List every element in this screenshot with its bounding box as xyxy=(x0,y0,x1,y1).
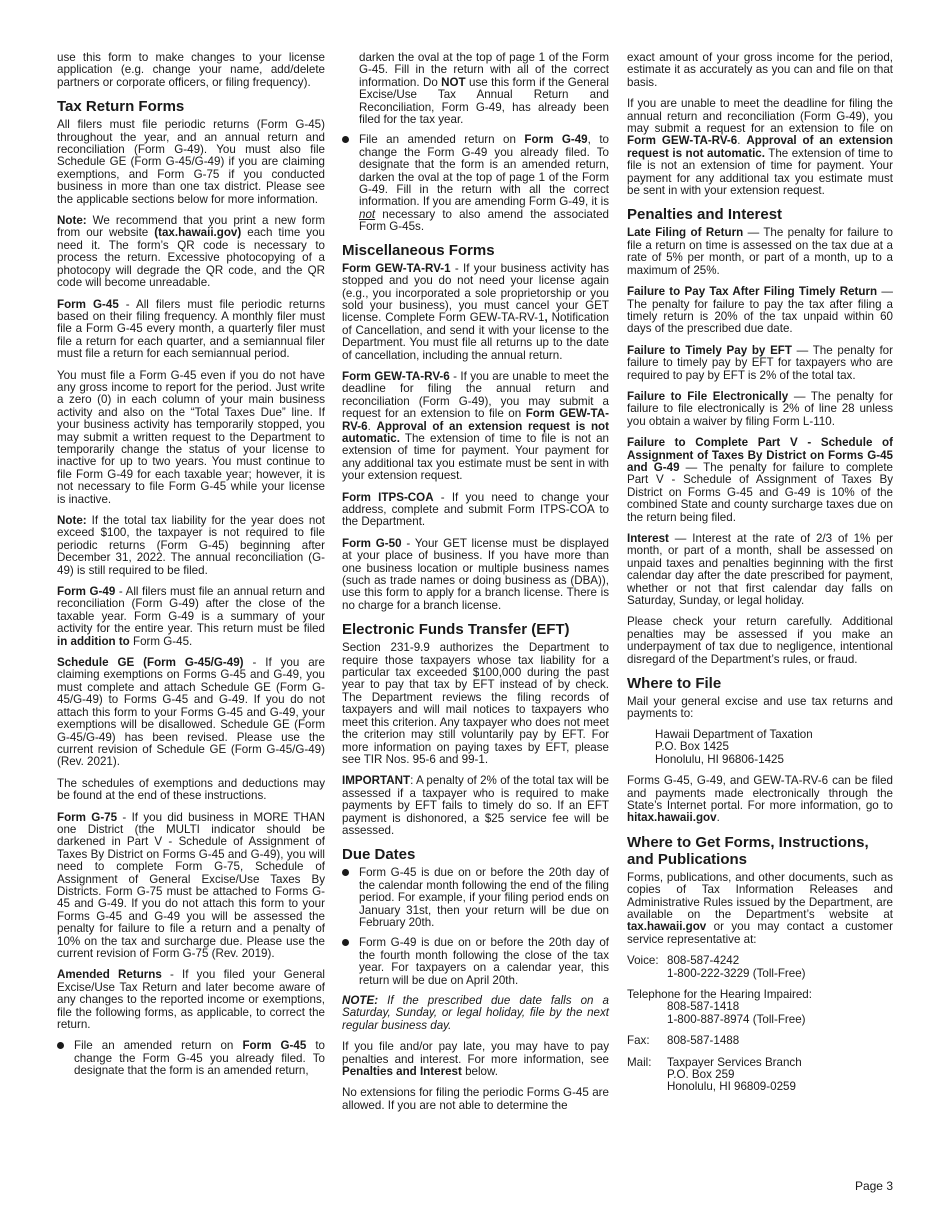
electronic-penalty-paragraph xyxy=(627,391,893,428)
cont-text: darken the oval at the top of page 1 of the Form G-45. Fill in the return with all of the correct information. Do xyxy=(359,51,609,89)
no-extensions-paragraph: No extensions for filing the periodic Forms G-45 are allowed. If you are not able to determine the xyxy=(342,1086,609,1112)
bullet-text: File an amended return on xyxy=(74,1039,243,1053)
schedule-ge-paragraph xyxy=(57,657,325,769)
eft-paragraph: Section 231-9.9 authorizes the Department to require those taxpayers whose tax liability for a particular tax exceeded $100,000 during the past year to pay that tax by EFT instead of by check. The Department reviews the filing records of taxpayers and will mail notices to taxpayers who meet this criterion. Any taxpayer who does not meet the criterion may still voluntarily pay by EFT. For more information on paying taxes by EFT, please see TIR Nos. 95-6 and 99-1. xyxy=(342,641,609,766)
itps-label: Form ITPS-COA xyxy=(342,490,434,504)
eft-penalty-paragraph xyxy=(627,345,893,382)
form-g45-label: Form G-45 xyxy=(57,297,119,311)
bullet-form: Form G-45 xyxy=(242,1039,307,1053)
partv-penalty-paragraph xyxy=(627,437,893,524)
column-1 xyxy=(57,52,325,1086)
efile-paragraph xyxy=(627,775,893,825)
due-text: Form G-49 is due on or before the 20th day of the fourth month following the close of the tax year. For taxpayers on a calendar year, this return will be due on April 20th. xyxy=(359,936,609,987)
g50-paragraph xyxy=(342,538,609,612)
partv-penalty-label: Failure to Complete Part V - Schedule of Assignment of Taxes By District on Forms G-45 and G-49 xyxy=(627,436,893,474)
note-text-2: each time you need it. The form’s QR code is necessary to process the return. Excessive photocopying of a photocopy will degrade the QR code, and the QR code will become unreadable. xyxy=(57,226,325,290)
voice-contact xyxy=(627,955,893,980)
ext-text: If you are unable to meet the deadline for filing the annual return and reconciliation (Form G-49), you may submit a request for an extension to file on xyxy=(627,97,893,136)
important-text: : A penalty of 2% of the total tax will be assessed if a taxpayer who is required to make payments by EFT fails to timely do so. If an EFT payment is dishonored, a $25 service fee will be assessed. xyxy=(342,774,609,837)
ext-approval: Approval of an extension request is not automatic. xyxy=(627,134,893,160)
ext-sep: . xyxy=(737,134,747,148)
tax-website-link[interactable]: tax.hawaii.gov xyxy=(627,920,707,934)
eft-penalty-label: Failure to Timely Pay by EFT xyxy=(627,343,792,357)
bullet-continuation xyxy=(342,52,609,126)
in-addition-text: in addition to xyxy=(57,634,130,648)
electronic-penalty-label: Failure to File Electronically xyxy=(627,389,789,403)
list-item xyxy=(57,1040,325,1077)
rv6-paragraph xyxy=(342,371,609,483)
amended-bullets xyxy=(57,1040,325,1077)
ext-form: Form GEW-TA-RV-6 xyxy=(627,134,738,148)
note-label: Note: xyxy=(57,214,87,228)
schedule-ge-label: Schedule GE (Form G-45/G-49) xyxy=(57,656,244,670)
failure-to-pay-label: Failure to Pay Tax After Filing Timely Return xyxy=(627,285,878,299)
voice-number: 808-587-4242 xyxy=(667,954,740,968)
extension-paragraph xyxy=(627,98,893,197)
column-3 xyxy=(627,52,893,1103)
mail-line: Taxpayer Services Branch xyxy=(667,1055,802,1069)
list-item xyxy=(342,134,609,233)
intro-paragraph: use this form to make changes to your license application (e.g. change your name, add/delete partners or corporate officers, or filing frequency). xyxy=(57,51,325,89)
important-paragraph xyxy=(342,775,609,837)
hitax-link[interactable]: hitax.hawaii.gov xyxy=(627,811,717,825)
due-bullets xyxy=(342,867,609,987)
rv6-label: Form GEW-TA-RV-6 xyxy=(342,369,450,383)
cont-text-2: use this form if the General Excise/Use Tax Annual Return and Reconciliation, Form G-49, has already been filed for the tax year. xyxy=(359,75,609,127)
heading-where-to-file: Where to File xyxy=(627,675,722,693)
interest-paragraph xyxy=(627,533,893,607)
address-line: Honolulu, HI 96806-1425 xyxy=(655,752,784,766)
g50-label: Form G-50 xyxy=(342,536,402,550)
form-g49-label: Form G-49 xyxy=(57,585,116,599)
form-g75-label: Form G-75 xyxy=(57,810,118,824)
bullet-text-2: to change the Form G-45 you already filed. To designate that the form is an amended return, xyxy=(74,1039,325,1078)
schedule-ge-text: - If you are claiming exemptions on Forms G-45 and G-49, you must complete and attach Schedule GE (Form G-45/G-49) to Forms G-45 and G-49. If you do not attach this form to your Forms G-45 and G-49, your exemptions will be disallowed. Schedule GE (Form G-45/G-49) has been revised. Please use the current revision of Schedule GE (Form G-45/G-49) (Rev. 2021). xyxy=(57,656,325,769)
note3-text: If the prescribed due date falls on a Saturday, Sunday, or legal holiday, file by the next regular business day. xyxy=(342,994,609,1032)
interest-text: — Interest at the rate of 2/3 of 1% per month, or part of a month, shall be assessed on unpaid taxes and penalties beginning with the first calendar day after the date prescribed for payment, whether or not that first calendar day falls on Saturday, Sunday, or legal holiday. xyxy=(627,532,893,608)
eft-penalty-text: — The penalty for failure to timely pay by EFT for taxpayers who are required to pay by EFT is 2% of the total tax. xyxy=(627,343,893,382)
continuation-paragraph: exact amount of your gross income for the period, estimate it as accurately as you can and file on that basis. xyxy=(627,51,893,89)
form-g49-text-2: Form G-45. xyxy=(129,634,193,648)
itps-paragraph xyxy=(342,492,609,529)
efile-text: Forms G-45, G-49, and GEW-TA-RV-6 can be filed and payments made electronically through the State’s Internet portal. For more information, go to xyxy=(627,774,893,812)
hearing-contact xyxy=(627,989,893,1026)
voice-tollfree: 1-800-222-3229 (Toll-Free) xyxy=(667,966,806,980)
hearing-number: 808-587-1418 xyxy=(667,1000,740,1014)
rv6-text: - If you are unable to meet the deadline for filing the annual return and reconciliation (Form G-49), you may submit a request for an extension to file on xyxy=(342,369,609,421)
bullet-icon xyxy=(342,939,349,946)
fax-label: Fax: xyxy=(627,1034,650,1048)
itps-text: - If you need to change your address, complete and submit Form ITPS-COA to the Department. xyxy=(342,490,609,529)
page-number: Page 3 xyxy=(854,1179,893,1193)
late-filing-text: — The penalty for failure to file a return on time is assessed on the tax due at a rate of 5% per month, or part of a month, up to a maximum of 25%. xyxy=(627,226,893,277)
publications-paragraph xyxy=(627,872,893,946)
pubs-text-2: or you may contact a customer service representative at: xyxy=(627,920,893,946)
bullet-text: File an amended return on xyxy=(359,133,525,147)
interest-label: Interest xyxy=(627,532,669,545)
column-2 xyxy=(342,52,609,1121)
late-text: If you file and/or pay late, you may have to pay penalties and interest. For more information, see xyxy=(342,1040,609,1066)
schedules-paragraph: The schedules of exemptions and deductions may be found at the end of these instructions. xyxy=(57,776,325,803)
efile-text-2: . xyxy=(716,811,720,825)
rv1-label: Form GEW-TA-RV-1 xyxy=(342,261,451,275)
penalties-ref: Penalties and Interest xyxy=(342,1065,462,1079)
address-line: Hawaii Department of Taxation xyxy=(655,727,813,741)
mail-paragraph: Mail your general excise and use tax returns and payments to: xyxy=(627,695,893,721)
fax-contact xyxy=(627,1035,893,1047)
website-text: (tax.hawaii.gov) xyxy=(154,226,242,240)
mailing-address xyxy=(627,729,893,766)
mail-line: Honolulu, HI 96809-0259 xyxy=(667,1080,796,1094)
note-holiday-paragraph xyxy=(342,995,609,1032)
rv6-text-2: The extension of time to file is not an extension of time for payment. Your payment for any additional tax you estimate must be sent in with your extension request. xyxy=(342,431,609,483)
g50-text: - Your GET license must be displayed at your place of business. If you have more than one business location or multiple business names (such as trade names or doing business as (DBA)), use this form to apply for a branch license. There is no charge for a branch license. xyxy=(342,536,610,612)
bullet-text-3: necessary to also amend the associated Form G-45s. xyxy=(359,207,609,234)
late-filing-paragraph xyxy=(627,227,893,277)
note2-text: If the total tax liability for the year does not exceed $100, the taxpayer is not required to file periodic returns (Form G-45) beginning after December 31, 2022. The annual reconciliation (G-49) is still required to be filed. xyxy=(57,514,325,577)
rv6-sep: . xyxy=(367,419,377,433)
fax-number: 808-587-1488 xyxy=(667,1034,740,1048)
not-underlined: not xyxy=(359,207,376,221)
rv6-form: Form GEW-TA-RV-6 xyxy=(342,407,609,433)
due-text: Form G-45 is due on or before the 20th day of the calendar month following the end of the filing period. For example, if your filing period ends on January 31st, then your return will be due on February 20th. xyxy=(359,866,609,929)
all-filers-paragraph: All filers must file periodic returns (Form G-45) throughout the year, and an annual return and reconciliation (Form G-49). You must also file Schedule GE (Form G-45/G-49) if you are claiming exemptions, and Form G-75 if you conducted business in more than one tax district. Please see the applicable sections below for more information. xyxy=(57,118,325,206)
heading-tax-return-forms: Tax Return Forms xyxy=(57,98,185,116)
amended-bullets-2 xyxy=(342,134,609,233)
amended-returns-paragraph xyxy=(57,969,325,1031)
form-g49-paragraph xyxy=(57,586,325,648)
note2-label: Note: xyxy=(57,514,87,527)
amended-returns-text: - If you filed your General Excise/Use Tax Return and later become aware of any changes to the reported income or exemptions, file the following forms, as applicable, to correct the return. xyxy=(57,968,326,1032)
failure-to-pay-paragraph xyxy=(627,286,893,336)
amended-returns-label: Amended Returns xyxy=(57,968,162,982)
note-print-paragraph xyxy=(57,215,325,289)
list-item xyxy=(342,937,609,987)
ext-text-2: The extension of time to file is not an extension of time for payment. Your payment for any additional tax you estimate must be sent in with your extension request. xyxy=(627,146,893,198)
late-paragraph xyxy=(342,1041,609,1078)
heading-eft: Electronic Funds Transfer (EFT) xyxy=(342,621,570,639)
mail-label: Mail: xyxy=(627,1055,652,1069)
note3-label: NOTE: xyxy=(342,994,379,1007)
bullet-form: Form G-49 xyxy=(524,133,588,147)
zero-income-paragraph: You must file a Form G-45 even if you do not have any gross income to report for the period. Just write a zero (0) in each column of your main business activity and also on the “Total Taxes Due” line. If your business activity has temporarily stopped, you may submit a written request to the Department to temporarily change the status of your license to inactive for up to two years. You must continue to file Form G-49 for each taxable year; however, it is not necessary to file Form G-45 while your license is inactive. xyxy=(57,368,325,506)
note-liability-paragraph xyxy=(57,515,325,577)
heading-penalties: Penalties and Interest xyxy=(627,206,783,224)
form-g45-text: - All filers must file periodic returns based on their filing frequency. A monthly filer must file a Form G-45 every month, a quarterly filer must file a return for each quarter, and a semiannual filer must file a return for each semiannual period. xyxy=(57,297,325,361)
late-filing-label: Late Filing of Return xyxy=(627,226,744,240)
rv1-text-2: Notification of Cancellation, and send it with your license to the Department. You must file all returns up to the date of cancellation, including the annual return. xyxy=(342,311,609,362)
failure-to-pay-text: — The penalty for failure to pay the tax after filing a timely return is 20% of the tax unpaid within 60 days of the prescribed due date. xyxy=(627,285,893,336)
bullet-text-2: , to change the Form G-49 you already filed. To designate that the form is an amended return, darken the oval at the top of page 1 of the Form G-49. Fill in the return with all the correct information. If you are amending Form G-49, it is xyxy=(359,133,609,209)
note-text: We recommend that you print a new form from our website xyxy=(57,214,325,240)
pubs-text: Forms, publications, and other documents, such as copies of Tax Information Releases and Administrative Rules issued by the Department, are available on the Department’s website at xyxy=(627,870,893,921)
form-g75-paragraph xyxy=(57,812,325,961)
heading-due-dates: Due Dates xyxy=(342,846,416,864)
form-g75-text: - If you did business in MORE THAN one District (the MULTI indicator should be darkened in Part V - Schedule of Assignment of Taxes By District on Forms G-45 and G-49), you will need to complete Form G-75, Schedule of Assignment of General Excise/Use Taxes By Districts. Form G-75 must be attached to Forms G-45 and G-49. If you do not attach this form to your Forms G-45 and G-49 you will be assessed the penalty for failure to file a return and a penalty of 10% on the tax and surcharge due. Please use the current revision of Form G-75 (Rev. 2019). xyxy=(57,810,325,960)
hearing-tollfree: 1-800-887-8974 (Toll-Free) xyxy=(667,1012,806,1026)
rv1-text: - If your business activity has stopped and you do not need your license again (e.g., you incorporated a sole proprietorship or you sold your business), you must cancel your GET license. Complete Form GEW-TA-RV-1 xyxy=(342,261,609,325)
rv1-paragraph xyxy=(342,263,609,362)
heading-miscellaneous-forms: Miscellaneous Forms xyxy=(342,241,495,259)
hearing-label: Telephone for the Hearing Impaired: xyxy=(627,987,812,1001)
form-g45-paragraph xyxy=(57,299,325,361)
late-text-2: below. xyxy=(461,1065,498,1079)
not-text: NOT xyxy=(441,75,466,89)
rv1-comma: , xyxy=(544,311,548,325)
check-paragraph: Please check your return carefully. Additional penalties may be assessed if you make an underpayment of tax due to negligence, intentional disregard of the Department’s rules, or fraud. xyxy=(627,615,893,666)
partv-penalty-text: — The penalty for failure to complete Part V - Schedule of Assignment of Taxes By District on Forms G-45 and G-49 is 10% of the combined State and county surcharge taxes due on the return being filed. xyxy=(627,460,894,524)
electronic-penalty-text: — The penalty for failure to file electronically is 2% of line 28 unless you obtain a waiver by filing Form L-110. xyxy=(627,389,893,428)
important-label: IMPORTANT xyxy=(342,774,411,788)
mail-contact xyxy=(627,1057,893,1094)
voice-label: Voice: xyxy=(627,954,659,968)
heading-where-to-get-forms: Where to Get Forms, Instructions, and Publications xyxy=(627,833,869,868)
rv6-approval: Approval of an extension request is not automatic. xyxy=(342,419,609,445)
list-item xyxy=(342,867,609,929)
bullet-icon xyxy=(342,136,349,143)
bullet-icon xyxy=(57,1042,64,1049)
mail-line: P.O. Box 259 xyxy=(667,1068,735,1081)
address-line: P.O. Box 1425 xyxy=(655,740,729,754)
form-g49-text: - All filers must file an annual return and reconciliation (Form G-49) after the close of the taxable year. Form G-49 is a summary of your activity for the entire year. This return must be filed xyxy=(57,585,325,636)
bullet-icon xyxy=(342,869,349,876)
